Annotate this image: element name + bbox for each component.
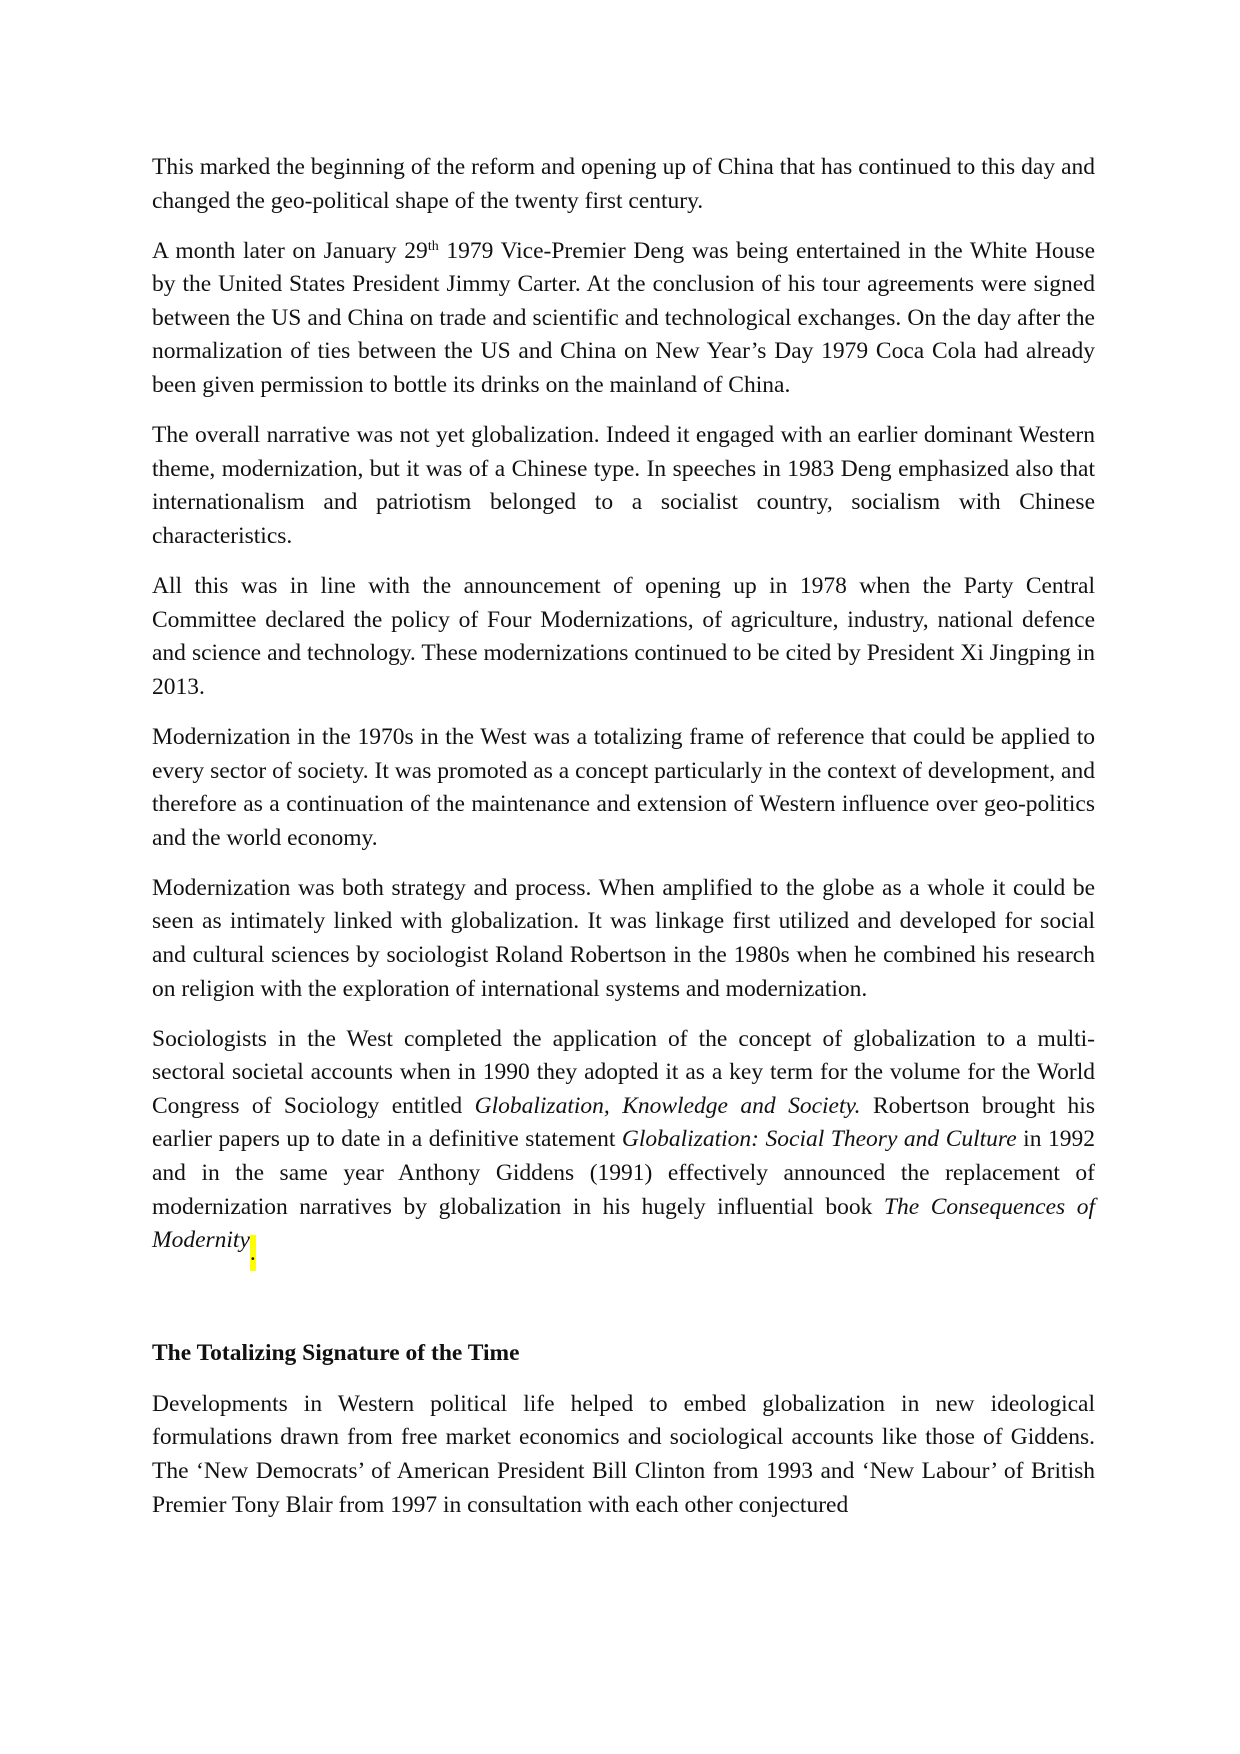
paragraph-text: Robertson brought his earlier papers up to date in a definitive statement [152, 1092, 1095, 1153]
paragraph-western-politics: Developments in Western political life helped to embed globalization in new ideological formulations drawn from free market economics and sociological accounts like those of Giddens. The ‘New Democrats’ of American President Bill Clinton from 1993 and ‘New Labour’ of British Premier Tony Blair from 1997 in consultation with each other conjectured [152, 1390, 1095, 1518]
paragraph-narrative: The overall narrative was not yet globalization. Indeed it engaged with an earlier dominant Western theme, modernization, but it was of a Chinese type. In speeches in 1983 Deng emphasized also that internationalism and patriotism belonged to a socialist country, socialism with Chinese characteristics. [152, 422, 1095, 549]
paragraph-deng-visit [152, 235, 1095, 403]
paragraph-strategy-process: Modernization was both strategy and process. When amplified to the globe as a whole it could be seen as intimately linked with globalization. It was linkage first utilized and developed for social and cultural sciences by sociologist Roland Robertson in the 1980s when he combined his research on religion with the exploration of international systems and modernization. [152, 874, 1095, 1002]
paragraph-four-modernizations: All this was in line with the announcement of opening up in 1978 when the Party Central Committee declared the policy of Four Modernizations, of agriculture, industry, national defence and science and technology. These modernizations continued to be cited by President Xi Jingping in 2013. [152, 573, 1095, 700]
document-page [152, 151, 1095, 1539]
paragraph-text: 1979 Vice-Premier Deng was being entertained in the White House by the United States President Jimmy Carter. At the conclusion of his tour agreements were signed between the US and China on trade and scientific and technological exchanges. On the day after the normalization of ties between the US and China on New Year’s Day 1979 Coca Cola had already been given permission to bottle its drinks on the mainland of China. [152, 237, 1096, 399]
book-title-italic: Globalization: Social Theory and Culture [621, 1126, 1017, 1153]
paragraph-text: Sociologists in the West completed the application of the concept of globalization to a multi-sectoral societal accounts when in 1990 they adopted it as a key term for the volume for the World Congress of Sociology entitled [152, 1025, 1095, 1119]
paragraph-reform-opening: This marked the beginning of the reform and opening up of China that has continued to this day and changed the geo-political shape of the twenty first century. [152, 154, 1095, 214]
paragraph-sociologists [152, 1023, 1095, 1272]
paragraph-text: A month later on January 29 [152, 237, 428, 264]
book-title-italic: The Consequences of Modernity [152, 1193, 1096, 1254]
section-heading: The Totalizing Signature of the Time [152, 1340, 520, 1367]
paragraph-modernization-west: Modernization in the 1970s in the West was a totalizing frame of reference that could be applied to every sector of society. It was promoted as a concept particularly in the context of development, and therefore as a continuation of the maintenance and extension of Western influence over geo-politics and the world economy. [152, 723, 1095, 851]
paragraph-text: in 1992 and in the same year Anthony Giddens (1991) effectively announced the replacement of modernization narratives by globalization in his hugely influential book [152, 1126, 1095, 1220]
book-title-italic: Globalization, Knowledge and Society. [474, 1092, 861, 1119]
ordinal-superscript: th [427, 238, 439, 254]
highlighted-cursor-mark[interactable]: . [250, 1235, 256, 1271]
